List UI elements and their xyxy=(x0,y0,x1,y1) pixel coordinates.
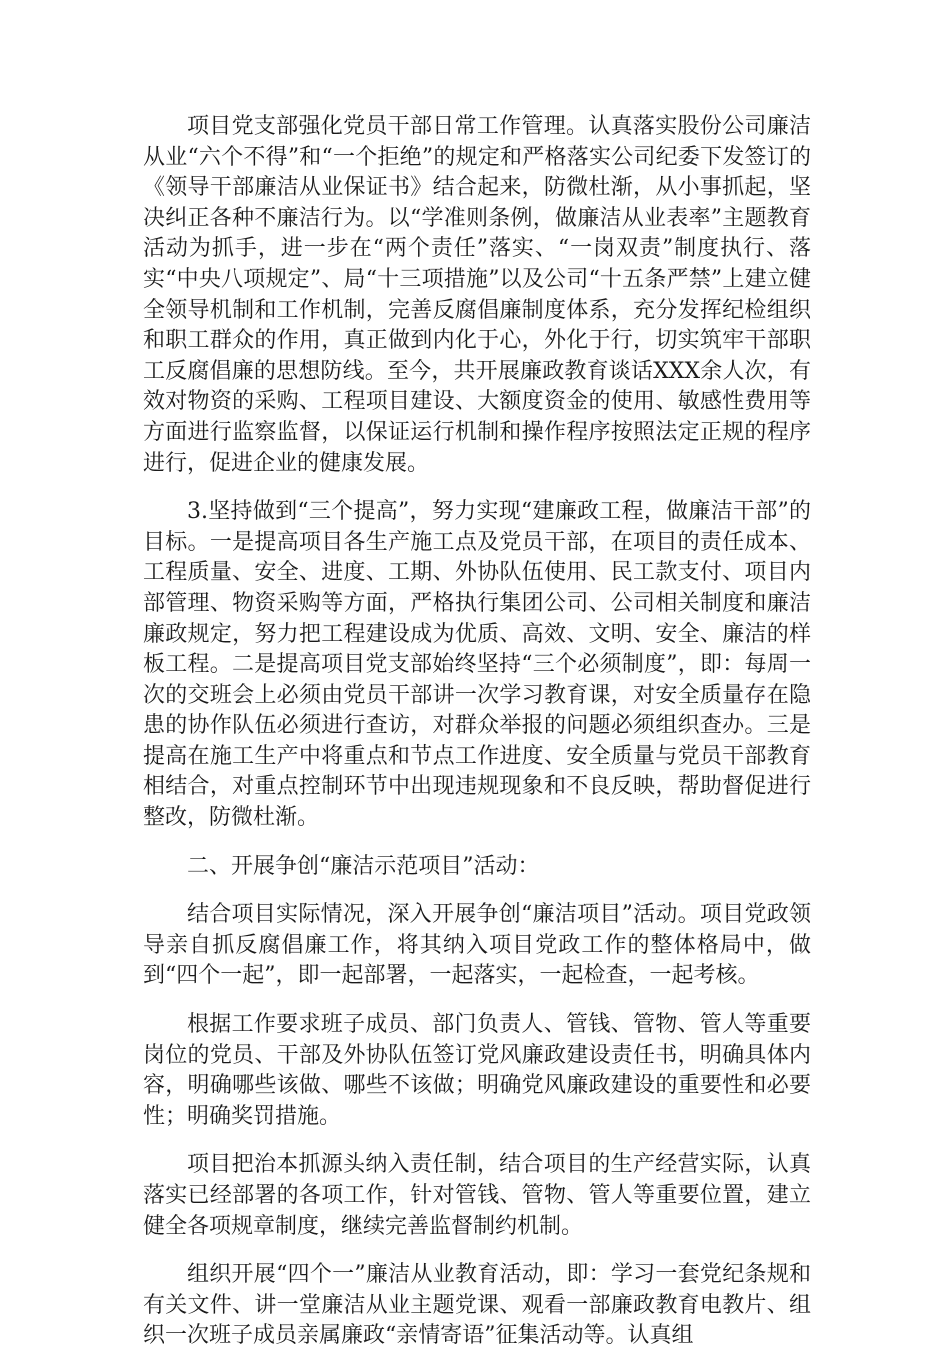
section-heading-clean-project: 二、开展争创“廉洁示范项目”活动： xyxy=(187,853,540,879)
paragraph-source-governance: 项目把治本抓源头纳入责任制，结合项目的生产经营实际，认真落实已经部署的各项工作，针对管钱、管物、管人等重要位置，建立健全各项规章制度，继续完善监督制约机制。 xyxy=(143,1152,811,1239)
paragraph-daily-management: 项目党支部强化党员干部日常工作管理。认真落实股份公司廉洁从业“六个不得”和“一个拒绝”的规定和严格落实公司纪委下发签订的《领导干部廉洁从业保证书》结合起来，防微杜渐，从小事抓起，坚决纠正各种不廉洁行为。以“学准则条例，做廉洁从业表率”主题教育活动为抓手，进一步在“两个责任”落实、“一岗双责”制度执行、落实“中央八项规定”、局“十三项措施”以及公司“十五条严禁”上建立健全领导机制和工作机制，完善反腐倡廉制度体系，充分发挥纪检组织和职工群众的作用，真正做到内化于心，外化于行，切实筑牢干部职工反腐倡廉的思想防线。至今，共开展廉政教育谈话XXX余人次，有效对物资的采购、工程项目建设、大额度资金的使用、敏感性费用等方面进行监察监督，以保证运行机制和操作程序按照法定正规的程序进行，促进企业的健康发展。 xyxy=(143,114,811,476)
paragraph-clean-project-activity: 结合项目实际情况，深入开展争创“廉洁项目”活动。项目党政领导亲自抓反腐倡廉工作，将其纳入项目党政工作的整体格局中，做到“四个一起”，即一起部署，一起落实，一起检查，一起考核。 xyxy=(143,902,811,989)
paragraph-four-ones-education: 组织开展“四个一”廉洁从业教育活动，即：学习一套党纪条规和有关文件、讲一堂廉洁从业主题党课、观看一部廉政教育电教片、组织一次班子成员亲属廉政“亲情寄语”征集活动等。认真组 xyxy=(143,1262,811,1349)
document-page xyxy=(143,112,811,1370)
paragraph-responsibility-letter: 根据工作要求班子成员、部门负责人、管钱、管物、管人等重要岗位的党员、干部及外协队伍签订党风廉政建设责任书，明确具体内容，明确哪些该做、哪些不该做；明确党风廉政建设的重要性和必要性；明确奖罚措施。 xyxy=(143,1012,811,1129)
paragraph-three-improvements: 3.坚持做到“三个提高”，努力实现“建廉政工程，做廉洁干部”的目标。一是提高项目各生产施工点及党员干部，在项目的责任成本、工程质量、安全、进度、工期、外协队伍使用、民工款支付、项目内部管理、物资采购等方面，严格执行集团公司、公司相关制度和廉洁廉政规定，努力把工程建设成为优质、高效、文明、安全、廉洁的样板工程。二是提高项目党支部始终坚持“三个必须制度”，即：每周一次的交班会上必须由党员干部讲一次学习教育课，对安全质量存在隐患的协作队伍必须进行查访，对群众举报的问题必须组织查办。三是提高在施工生产中将重点和节点工作进度、安全质量与党员干部教育相结合，对重点控制环节中出现违规现象和不良反映，帮助督促进行整改，防微杜渐。 xyxy=(143,499,811,831)
